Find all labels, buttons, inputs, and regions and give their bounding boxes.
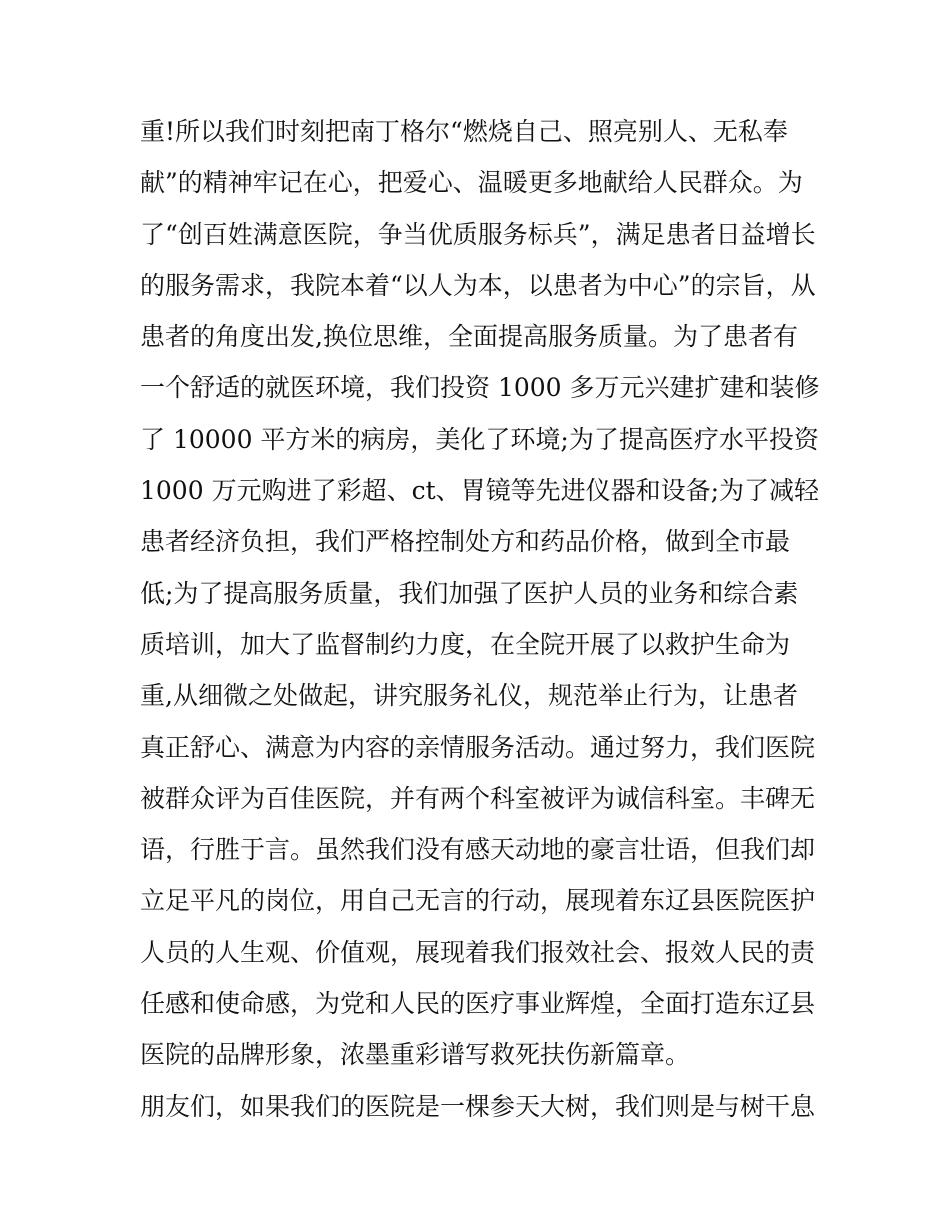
text-line-20: 朋友们，如果我们的医院是一棵参天大树，我们则是与树干息	[140, 1091, 816, 1121]
text-line-2: 献”的精神牢记在心，把爱心、温暖更多地献给人民群众。为	[140, 168, 803, 198]
text-line-13: 真正舒心、满意为内容的亲情服务活动。通过努力，我们医院	[140, 732, 816, 762]
text-line-4: 的服务需求，我院本着“以人为本，以患者为中心”的宗旨，从	[140, 270, 816, 300]
text-line-18: 任感和使命感，为党和人民的医疗事业辉煌，全面打造东辽县	[140, 989, 816, 1019]
text-line-9: 患者经济负担，我们严格控制处方和药品价格，做到全市最	[140, 527, 791, 557]
text-line-5: 患者的角度出发,换位思维，全面提高服务质量。为了患者有	[140, 322, 798, 352]
text-line-15: 语，行胜于言。虽然我们没有感天动地的豪言壮语，但我们却	[140, 835, 816, 865]
text-line-7: 了 10000 平方米的病房，美化了环境;为了提高医疗水平投资	[140, 424, 819, 454]
text-line-8: 1000 万元购进了彩超、ct、胃镜等先进仪器和设备;为了减轻	[140, 476, 820, 506]
text-line-3: 了“创百姓满意医院，争当优质服务标兵”，满足患者日益增长	[140, 219, 816, 249]
text-line-6: 一个舒适的就医环境，我们投资 1000 多万元兴建扩建和装修	[140, 373, 820, 403]
text-line-17: 人员的人生观、价值观，展现着我们报效社会、报效人民的责	[140, 937, 816, 967]
text-line-19: 医院的品牌形象，浓墨重彩谱写救死扶伤新篇章。	[140, 1040, 691, 1070]
text-line-16: 立足平凡的岗位，用自己无言的行动，展现着东辽县医院医护	[140, 886, 816, 916]
text-line-1: 重!所以我们时刻把南丁格尔“燃烧自己、照亮别人、无私奉	[140, 117, 788, 146]
text-line-14: 被群众评为百佳医院，并有两个科室被评为诚信科室。丰碑无	[140, 783, 816, 813]
body-text	[140, 106, 820, 1132]
text-line-12: 重,从细微之处做起，讲究服务礼仪，规范举止行为，让患者	[140, 681, 798, 711]
text-line-11: 质培训，加大了监督制约力度，在全院开展了以救护生命为	[140, 629, 791, 659]
text-line-10: 低;为了提高服务质量，我们加强了医护人员的业务和综合素	[140, 578, 799, 608]
